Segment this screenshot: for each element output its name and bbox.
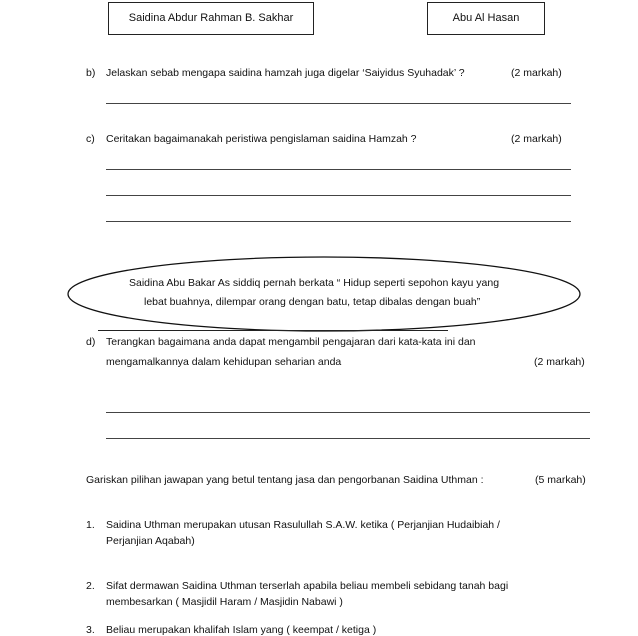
question-d-label: d) (86, 336, 96, 348)
quote-divider-line (98, 330, 448, 331)
item-2-line-1: Sifat dermawan Saidina Uthman terserlah apabila beliau membeli sebidang tanah bagi (106, 580, 509, 592)
question-c-answer-line-1[interactable] (106, 169, 571, 170)
question-c-marks: (2 markah) (511, 133, 562, 145)
question-c-answer-line-2[interactable] (106, 195, 571, 196)
question-b-marks: (2 markah) (511, 67, 562, 79)
question-c-text: Ceritakan bagaimanakah peristiwa pengislaman saidina Hamzah ? (106, 133, 417, 145)
question-b-text: Jelaskan sebab mengapa saidina hamzah juga digelar ‘Saiyidus Syuhadak’ ? (106, 67, 465, 79)
question-d-line-2: mengamalkannya dalam kehidupan seharian anda (106, 356, 342, 368)
question-c-answer-line-3[interactable] (106, 221, 571, 222)
section-instruction: Gariskan pilihan jawapan yang betul tentang jasa dan pengorbanan Saidina Uthman : (86, 474, 484, 486)
item-3-number: 3. (86, 624, 95, 636)
item-1-line-2: Perjanjian Aqabah) (106, 535, 195, 547)
item-2-number: 2. (86, 580, 95, 592)
answer-box-left (108, 2, 314, 35)
quote-ellipse (0, 255, 638, 335)
section-marks: (5 markah) (535, 474, 586, 486)
item-2-line-2: membesarkan ( Masjidil Haram / Masjidin Nabawi ) (106, 596, 343, 608)
question-d-answer-line-2[interactable] (106, 438, 590, 439)
quote-line-1: Saidina Abu Bakar As siddiq pernah berkata “ Hidup seperti sepohon kayu yang (129, 277, 500, 289)
item-1-line-1: Saidina Uthman merupakan utusan Rasulullah S.A.W. ketika ( Perjanjian Hudaibiah / (106, 519, 500, 531)
question-c-label: c) (86, 133, 95, 145)
question-d-line-1: Terangkan bagaimana anda dapat mengambil pengajaran dari kata-kata ini dan (106, 336, 476, 348)
question-b-label: b) (86, 67, 96, 79)
quote-ellipse-outline (68, 257, 580, 331)
answer-box-right (427, 2, 545, 35)
item-3-line-1: Beliau merupakan khalifah Islam yang ( keempat / ketiga ) (106, 624, 377, 636)
answer-box-right-text: Abu Al Hasan (452, 12, 520, 24)
answer-box-left-text: Saidina Abdur Rahman B. Sakhar (128, 12, 294, 24)
quote-line-2: lebat buahnya, dilempar orang dengan batu, tetap dibalas dengan buah” (144, 296, 481, 308)
question-b-answer-line[interactable] (106, 103, 571, 104)
question-d-answer-line-1[interactable] (106, 412, 590, 413)
item-1-number: 1. (86, 519, 95, 531)
question-d-marks: (2 markah) (534, 356, 585, 368)
